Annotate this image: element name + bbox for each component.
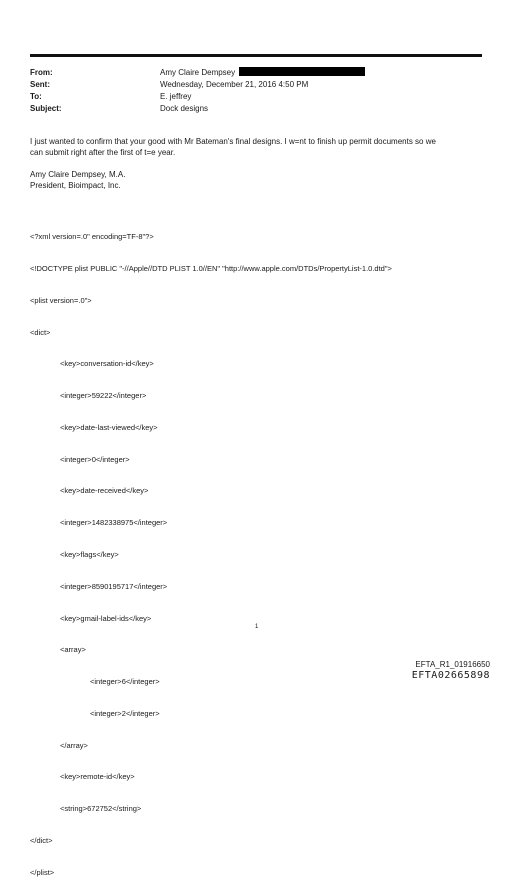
body-line-1: I just wanted to confirm that your good with Mr Bateman's final designs. I w=nt to finish up permit documents so we bbox=[30, 137, 436, 146]
plist-line: <key>gmail-label-ids</key> bbox=[60, 613, 152, 623]
from-value bbox=[160, 67, 482, 79]
footer-ref-1: EFTA_R1_01916650 bbox=[415, 660, 490, 669]
plist-line: <key>flags</key> bbox=[60, 550, 119, 559]
sent-value: Wednesday, December 21, 2016 4:50 PM bbox=[160, 80, 309, 89]
plist-block bbox=[30, 211, 392, 889]
plist-line: <key>conversation-id</key> bbox=[60, 359, 154, 369]
from-row bbox=[30, 67, 482, 79]
subject-value: Dock designs bbox=[160, 104, 209, 113]
plist-line: <?xml version=.0" encoding=TF-8"?> bbox=[30, 232, 154, 242]
from-label: From: bbox=[30, 68, 53, 77]
plist-line: <dict> bbox=[30, 327, 51, 337]
page-number: 1 bbox=[255, 624, 259, 630]
plist-line: <plist version=.0"> bbox=[30, 295, 92, 305]
plist-line: <integer>6</integer> bbox=[90, 677, 160, 687]
body-line-2: can submit right after the first of t=e year. bbox=[30, 148, 176, 157]
signature-name: Amy Claire Dempsey, M.A. bbox=[30, 170, 126, 179]
to-label: To: bbox=[30, 92, 42, 101]
signature-title: President, Bioimpact, Inc. bbox=[30, 181, 121, 190]
plist-line: <integer>0</integer> bbox=[60, 454, 130, 464]
plist-line: <integer>8590195717</integer> bbox=[60, 581, 168, 591]
plist-line: </array> bbox=[60, 740, 88, 750]
to-row bbox=[30, 91, 482, 103]
email-header bbox=[30, 67, 482, 115]
plist-line: <integer>59222</integer> bbox=[60, 391, 147, 401]
plist-line: </dict> bbox=[30, 836, 53, 846]
plist-line: <integer>1482338975</integer> bbox=[60, 518, 168, 528]
footer-ref-2: EFTA02665898 bbox=[411, 670, 490, 681]
plist-line: </plist> bbox=[30, 867, 55, 877]
plist-line: <string>672752</string> bbox=[60, 804, 142, 814]
sent-row bbox=[30, 79, 482, 91]
plist-line: <key>date-last-viewed</key> bbox=[60, 422, 158, 432]
signature bbox=[30, 169, 125, 191]
to-value: E. jeffrey bbox=[160, 92, 192, 101]
plist-line: <key>remote-id</key> bbox=[60, 772, 135, 782]
email-body bbox=[30, 136, 482, 158]
header-rule bbox=[30, 54, 482, 57]
plist-line: <!DOCTYPE plist PUBLIC "-//Apple//DTD PLIST 1.0//EN" "http://www.apple.com/DTDs/PropertyList-1.0.dtd"> bbox=[30, 263, 392, 273]
plist-line: <key>date-received</key> bbox=[60, 486, 149, 496]
redaction-bar bbox=[239, 67, 365, 76]
plist-line: <integer>2</integer> bbox=[90, 708, 160, 718]
sent-label: Sent: bbox=[30, 80, 50, 89]
subject-label: Subject: bbox=[30, 104, 62, 113]
subject-row bbox=[30, 103, 482, 115]
plist-line: <array> bbox=[60, 645, 86, 655]
from-name: Amy Claire Dempsey bbox=[160, 68, 236, 77]
